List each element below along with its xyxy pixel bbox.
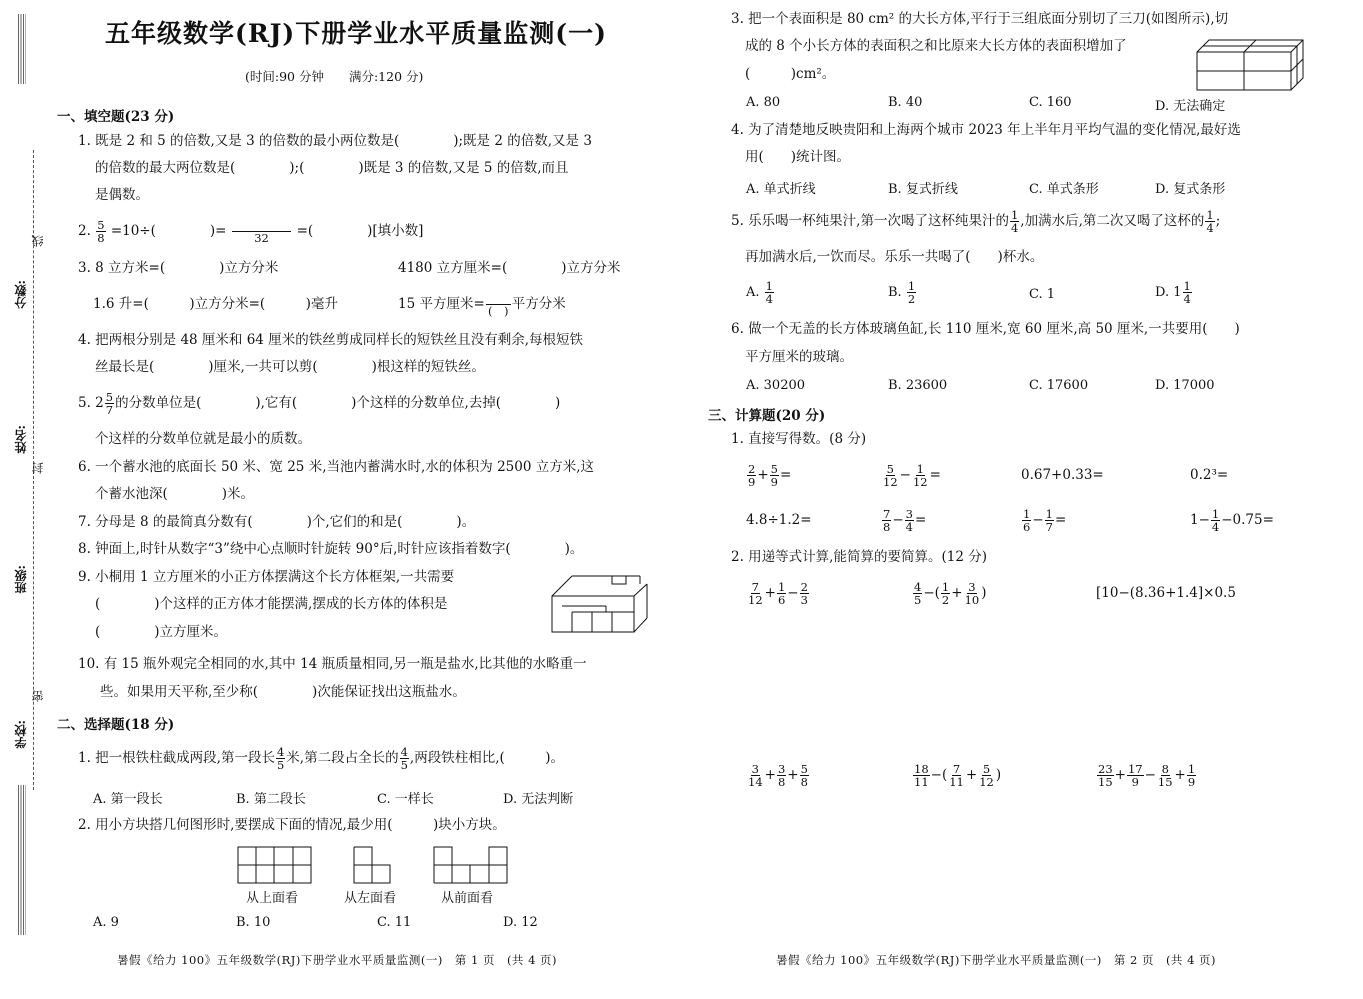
q5-line2: 个这样的分数单位就是最小的质数。 xyxy=(95,431,311,447)
choice-q3-line2: 成的 8 个小长方体的表面积之和比原来大长方体的表面积增加了 xyxy=(745,38,1127,54)
secret-mark: 密 xyxy=(31,690,45,702)
calc-q2-title: 2. 用递等式计算,能简算的要简算。(12 分) xyxy=(731,549,987,565)
calc-item-2: $\frac{5}{12}$ − $\frac{1}{12}$ = xyxy=(883,462,941,489)
calc-item-7: $\frac{1}{6}$ − $\frac{1}{7}$ = xyxy=(1023,507,1067,534)
choice-q3-option-c: C. 160 xyxy=(1029,95,1072,110)
q2-end: =( )[填小数] xyxy=(296,223,424,239)
choice-q4-line2: 用( )统计图。 xyxy=(745,149,851,165)
q1-line1: 1. 既是 2 和 5 的倍数,又是 3 的倍数的最小两位数是( );既是 2 的倍数,又是 3 xyxy=(78,133,592,149)
q3-part-b: 4180 立方厘米=( )立方分米 xyxy=(398,260,621,276)
q6-line2: 个蓄水池深( )米。 xyxy=(95,486,255,502)
choice-q3-line3: ( )cm²。 xyxy=(745,66,836,82)
name-label: 姓名: xyxy=(14,425,28,454)
choice-q5-option-d: D. 1 $\frac{1}{4}$ xyxy=(1155,279,1191,306)
choice-q4-line1: 4. 为了清楚地反映贵阳和上海两个城市 2023 年上半年月平均气温的变化情况,最好选 xyxy=(731,122,1241,138)
q4-line2: 丝最长是( )厘米,一共可以剪( )根这样的短铁丝。 xyxy=(95,359,485,375)
choice-q6-line2: 平方厘米的玻璃。 xyxy=(745,349,853,365)
school-label: 学校: xyxy=(14,720,28,749)
section-fill-blank: 一、填空题(23 分) xyxy=(57,109,175,125)
choice-q5-line2: 再加满水后,一饮而尽。乐乐一共喝了( )杯水。 xyxy=(745,249,1044,265)
cuboid-frame-figure xyxy=(550,570,650,634)
q10-line1: 10. 有 15 瓶外观完全相同的水,其中 14 瓶质量相同,另一瓶是盐水,比其他的水略重一 xyxy=(78,656,587,672)
left-view-figure xyxy=(353,846,393,884)
q2-fraction: $\frac{5}{8}$ xyxy=(97,218,105,245)
section-choice: 二、选择题(18 分) xyxy=(57,717,175,733)
q3-part-d: 15 平方厘米= ( ) 平方分米 xyxy=(398,291,566,318)
view-label-top: 从上面看 xyxy=(246,891,299,906)
calc-item-6: $\frac{7}{8}$ − $\frac{3}{4}$ = xyxy=(883,507,927,534)
calc-item-4: 0.2³= xyxy=(1190,467,1229,483)
section-calculation: 三、计算题(20 分) xyxy=(708,408,826,424)
q9-line2: ( )个这样的正方体才能摆满,摆成的长方体的体积是 xyxy=(95,596,448,612)
choice-q6-option-d: D. 17000 xyxy=(1155,378,1215,393)
q5-line1: 5. 2 $\frac{5}{7}$ 的分数单位是( ),它有( )个这样的分数单位,去掉( ) xyxy=(78,390,561,417)
calc-item-3: 0.67+0.33= xyxy=(1021,467,1104,483)
view-label-front: 从前面看 xyxy=(441,891,494,906)
q3-part-c: 1.6 升=( )立方分米=( )毫升 xyxy=(93,296,338,312)
q8: 8. 钟面上,时针从数字“3”绕中心点顺时针旋转 90°后,时针应该指着数字( )。 xyxy=(78,541,584,557)
binding-bars-top xyxy=(18,14,26,84)
choice-q6-option-b: B. 23600 xyxy=(888,378,948,393)
q6-line1: 6. 一个蓄水池的底面长 50 米、宽 25 米,当池内蓄满水时,水的体积为 2500 立方米,这 xyxy=(78,459,595,475)
q4-line1: 4. 把两根分别是 48 厘米和 64 厘米的铁丝剪成同样长的短铁丝且没有剩余,每根短铁 xyxy=(78,332,583,348)
footer-page-1: 暑假《给力 100》五年级数学(RJ)下册学业水平质量监测(一) 第 1 页 (共 4 页) xyxy=(117,953,558,967)
choice-q4-option-a: A. 单式折线 xyxy=(746,182,816,197)
choice-q2: 2. 用小方块搭几何图形时,要摆成下面的情况,最少用( )块小方块。 xyxy=(78,817,506,833)
choice-q2-option-b: B. 10 xyxy=(236,915,271,930)
q7: 7. 分母是 8 的最简真分数有( )个,它们的和是( )。 xyxy=(78,514,476,530)
choice-q2-option-c: C. 11 xyxy=(377,915,412,930)
calc-item-1: $\frac{2}{9}$ + $\frac{5}{9}$ = xyxy=(748,462,792,489)
cut-cuboid-figure xyxy=(1195,38,1307,94)
choice-q6-option-c: C. 17600 xyxy=(1029,378,1089,393)
q2-middle: =10÷( )= xyxy=(110,223,227,239)
q1-line2: 的倍数的最大两位数是( );( )既是 3 的倍数,又是 5 的倍数,而且 xyxy=(95,160,569,176)
choice-q2-option-a: A. 9 xyxy=(93,915,119,930)
choice-q4-option-d: D. 复式条形 xyxy=(1155,182,1226,197)
choice-q3-option-a: A. 80 xyxy=(746,95,781,110)
page-title: 五年级数学(RJ)下册学业水平质量监测(一) xyxy=(105,19,607,48)
calc-item-5: 4.8÷1.2= xyxy=(746,512,812,528)
calc2-item-5: $\frac{18}{11}$ −( $\frac{7}{11}$ + $\frac{5}{12}$ ) xyxy=(914,762,1002,789)
choice-q6-line1: 6. 做一个无盖的长方体玻璃鱼缸,长 110 厘米,宽 60 厘米,高 50 厘米,一共要用( ) xyxy=(731,321,1240,337)
choice-q5-option-a: A. $\frac{1}{4}$ xyxy=(746,279,773,306)
q1-line3: 是偶数。 xyxy=(95,187,149,203)
choice-q1-option-a: A. 第一段长 xyxy=(93,792,163,807)
choice-q2-option-d: D. 12 xyxy=(503,915,538,930)
binding-bars-bottom xyxy=(18,785,26,935)
choice-q5-option-c: C. 1 xyxy=(1029,287,1056,302)
choice-q4-option-b: B. 复式折线 xyxy=(888,182,958,197)
choice-q6-option-a: A. 30200 xyxy=(746,378,806,393)
choice-q3-option-d: D. 无法确定 xyxy=(1155,99,1226,114)
choice-q3-option-b: B. 40 xyxy=(888,95,923,110)
q2 xyxy=(78,218,423,245)
calc-q1-title: 1. 直接写得数。(8 分) xyxy=(731,431,867,447)
q3-part-a: 3. 8 立方米=( )立方分米 xyxy=(78,260,279,276)
choice-q1-option-d: D. 无法判断 xyxy=(503,792,574,807)
top-view-figure xyxy=(237,846,313,884)
calc2-item-6: $\frac{23}{15}$ + $\frac{17}{9}$ − $\frac{8}{15}$ + $\frac{1}{9}$ xyxy=(1098,762,1196,789)
calc2-item-2: $\frac{4}{5}$ −( $\frac{1}{2}$ + $\frac{3}{10}$ ) xyxy=(914,580,987,607)
q9-line1: 9. 小桐用 1 立方厘米的小正方体摆满这个长方体框架,一共需要 xyxy=(78,569,455,585)
q10-line2: 些。如果用天平称,至少称( )次能保证找出这瓶盐水。 xyxy=(100,684,466,700)
score-label: 分数: xyxy=(14,280,28,309)
choice-q5-option-b: B. $\frac{1}{2}$ xyxy=(888,279,916,306)
calc-item-8: 1− $\frac{1}{4}$ −0.75= xyxy=(1190,507,1274,534)
choice-q1: 1. 把一根铁柱截成两段,第一段长 $\frac{4}{5}$ 米,第二段占全长的 $\frac{4}{5}$ ,两段铁柱相比,( )。 xyxy=(78,745,565,772)
line-mark: 线 xyxy=(31,235,45,247)
choice-q5-line1: 5. 乐乐喝一杯纯果汁,第一次喝了这杯纯果汁的 $\frac{1}{4}$ ,加满水后,第二次又喝了这杯的 $\frac{1}{4}$ ; xyxy=(731,208,1221,235)
choice-q4-option-c: C. 单式条形 xyxy=(1029,182,1099,197)
exam-subtitle: (时间:90 分钟 满分:120 分) xyxy=(245,69,424,84)
q2-number: 2. xyxy=(78,223,91,239)
front-view-figure xyxy=(433,846,509,884)
calc2-item-4: $\frac{3}{14}$ + $\frac{3}{8}$ + $\frac{5}{8}$ xyxy=(748,762,808,789)
seal-mark: 封 xyxy=(31,462,45,474)
q2-fraction-blank: 32 xyxy=(232,219,292,244)
calc2-item-1: $\frac{7}{12}$ + $\frac{1}{6}$ − $\frac{2}{3}$ xyxy=(748,580,808,607)
view-label-left: 从左面看 xyxy=(344,891,397,906)
calc2-item-3: [10−(8.36+1.4]×0.5 xyxy=(1096,585,1236,601)
class-label: 班级: xyxy=(14,565,28,594)
choice-q3-line1: 3. 把一个表面积是 80 cm² 的大长方体,平行于三组底面分别切了三刀(如图所示),切 xyxy=(731,11,1229,27)
q9-line3: ( )立方厘米。 xyxy=(95,624,228,640)
choice-q1-option-c: C. 一样长 xyxy=(377,792,434,807)
footer-page-2: 暑假《给力 100》五年级数学(RJ)下册学业水平质量监测(一) 第 2 页 (共 4 页) xyxy=(776,953,1217,967)
choice-q1-option-b: B. 第二段长 xyxy=(236,792,306,807)
